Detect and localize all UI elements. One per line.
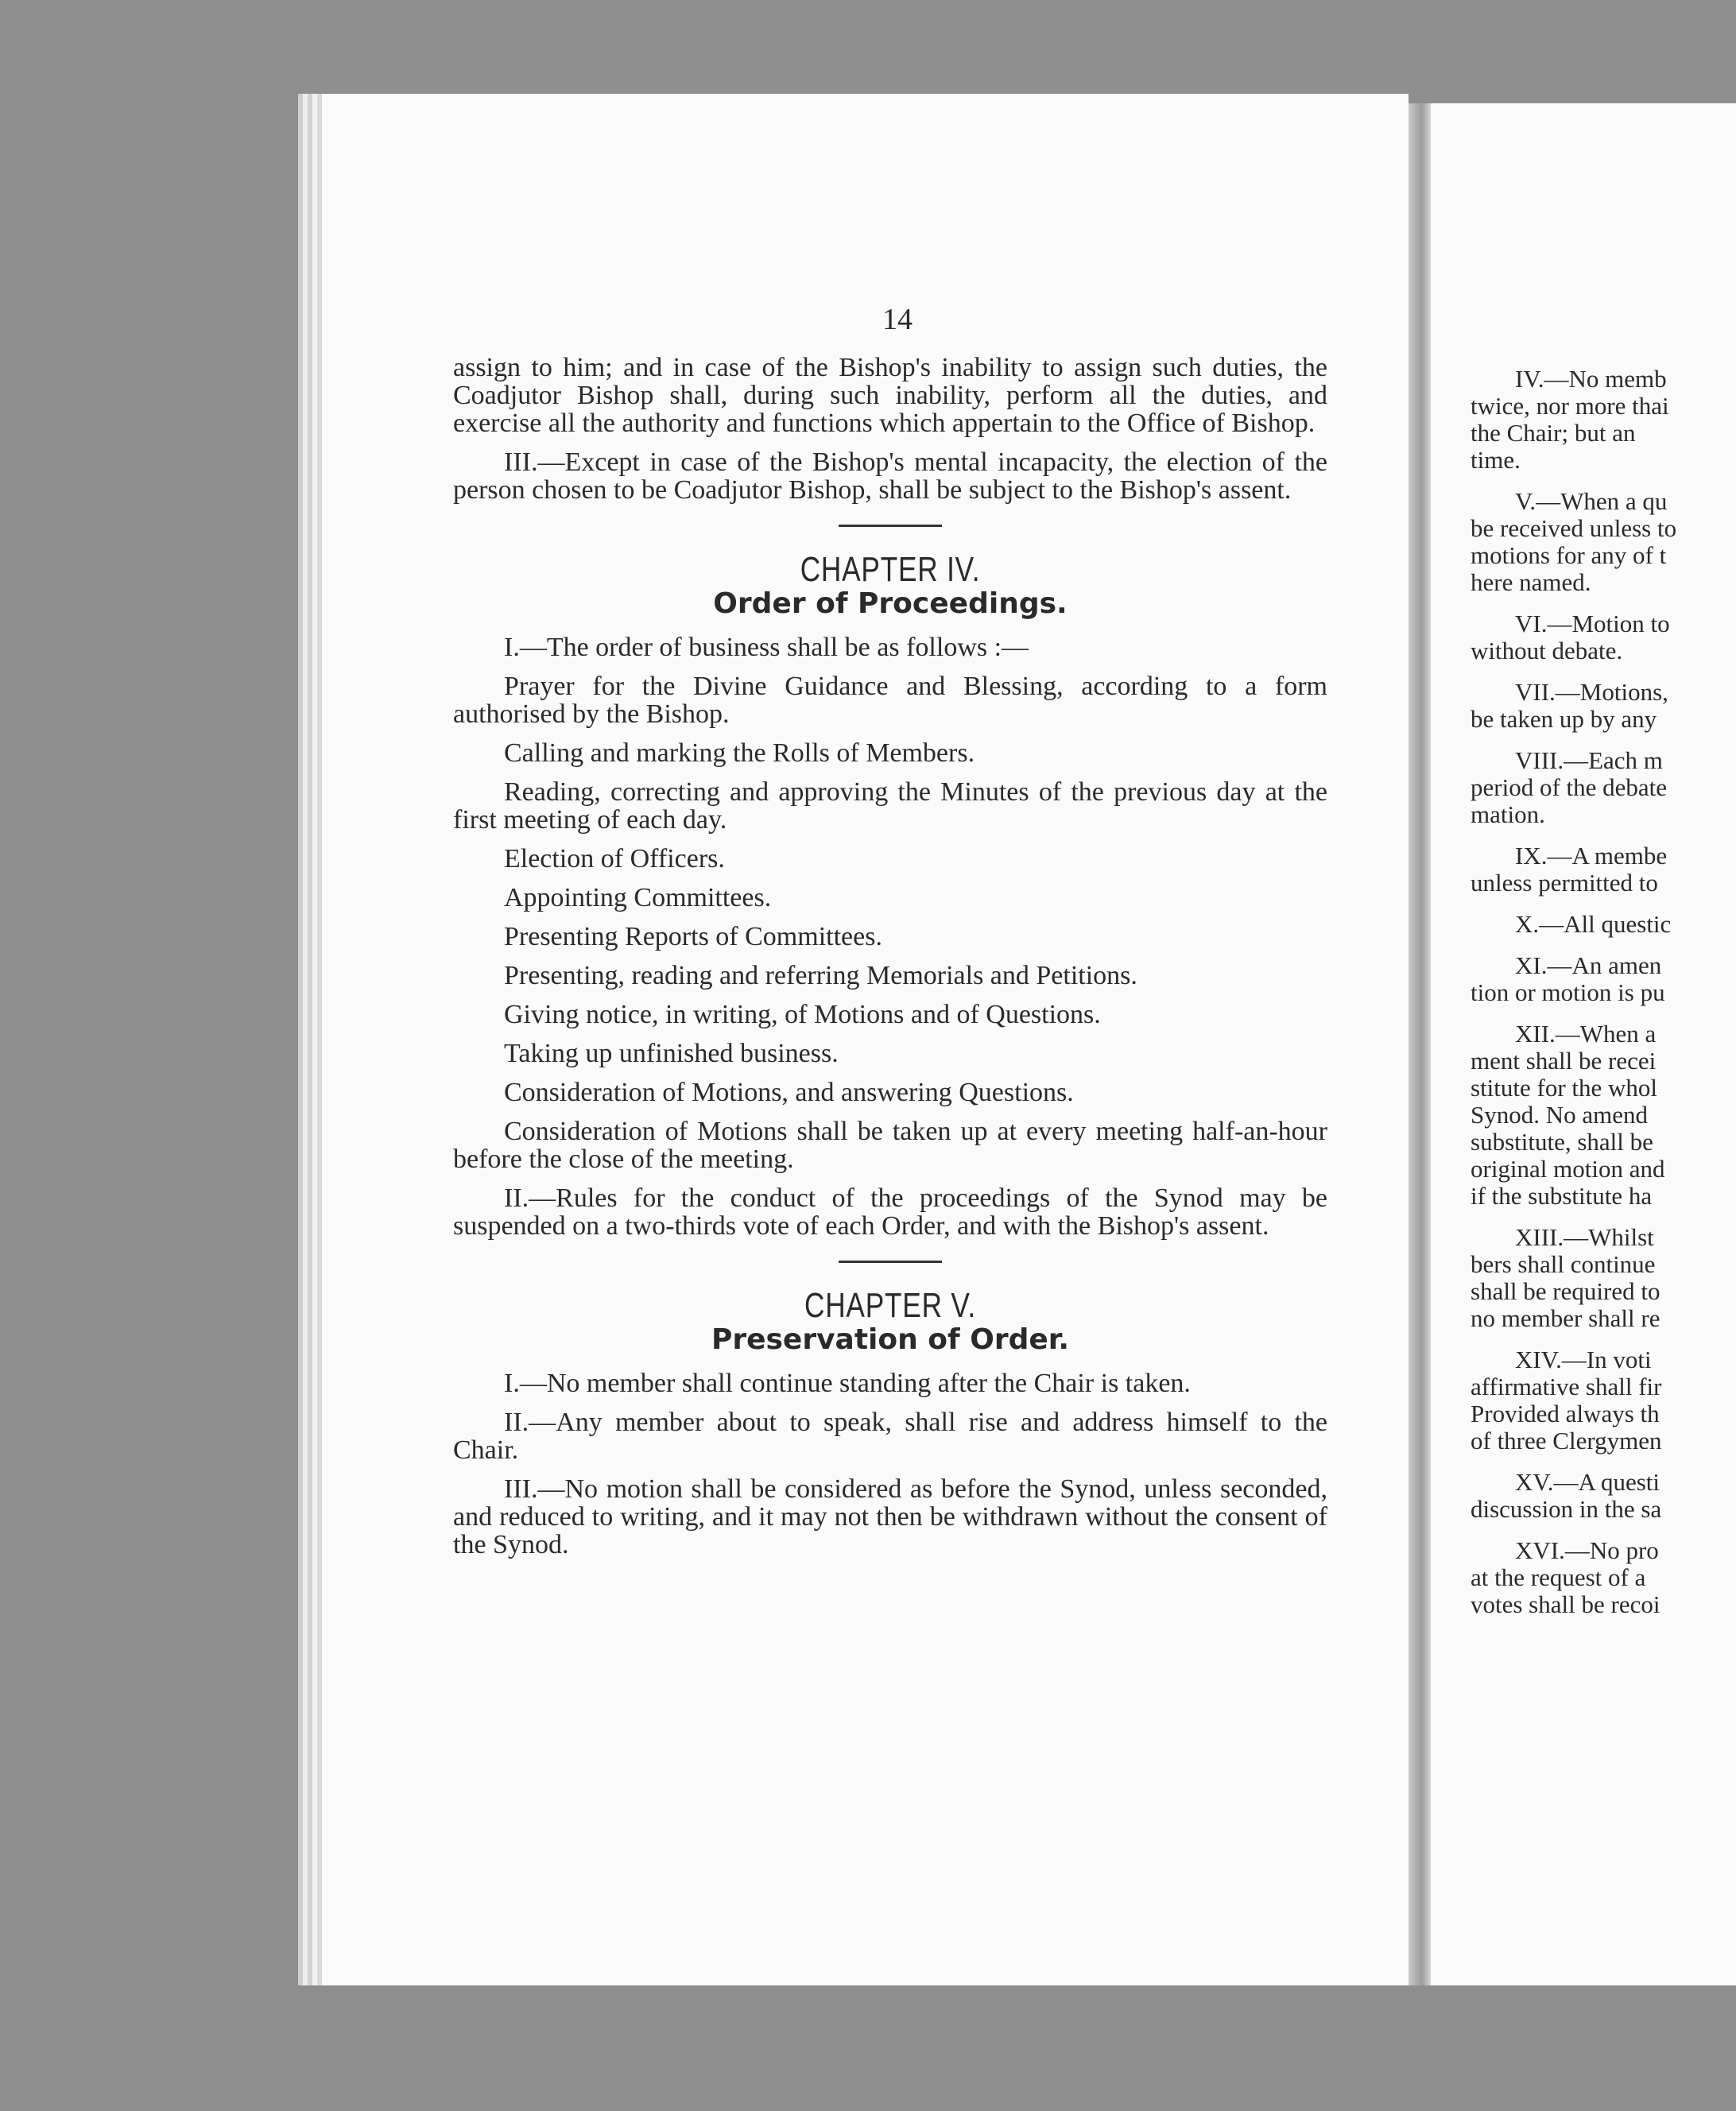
right-page-paragraph	[1471, 1346, 1736, 1454]
left-page-text	[453, 354, 1327, 1570]
right-page-line: twice, nor more thai	[1471, 392, 1669, 420]
right-page-line: without debate.	[1471, 637, 1623, 664]
right-page-line: if the substitute ha	[1471, 1182, 1653, 1210]
order-item: Giving notice, in writing, of Motions and of Questions.	[504, 1000, 1101, 1029]
right-page-line: affirmative shall fir	[1471, 1373, 1662, 1400]
paragraph-continued: assign to him; and in case of the Bishop's inability to assign such duties, the Coadjutor Bishop shall, during such inability, perform all the duties, and exercise all the authority and functions which appertain to the Office of Bishop.	[453, 353, 1327, 438]
right-page-paragraph	[1471, 1537, 1736, 1618]
right-page-line: be received unless to	[1471, 514, 1677, 542]
chapter-iv-title: CHAPTER IV.	[800, 550, 981, 589]
right-page-paragraph	[1471, 747, 1736, 828]
order-item: Election of Officers.	[504, 844, 725, 873]
right-page-paragraph	[1471, 488, 1736, 596]
right-page-line: unless permitted to	[1471, 869, 1658, 897]
right-page-paragraph	[1471, 366, 1736, 474]
right-page-line: the Chair; but an	[1471, 419, 1636, 447]
rule-ii-suspension: II.—Rules for the conduct of the proceedings of the Synod may be suspended on a two-thirds vote of each Order, and with the Bishop's assent.	[453, 1183, 1327, 1241]
right-page-paragraph	[1471, 842, 1736, 897]
right-page-line: XVI.—No pro	[1515, 1536, 1659, 1564]
right-page-line: motions for any of t	[1471, 541, 1667, 569]
right-page-paragraph	[1471, 952, 1736, 1006]
right-page-line: stitute for the whol	[1471, 1074, 1658, 1102]
order-rule: II.—Any member about to speak, shall rise and address himself to the Chair.	[453, 1408, 1327, 1465]
right-page-line: time.	[1471, 446, 1521, 474]
right-page-line: votes shall be recoi	[1471, 1590, 1660, 1618]
order-item: Appointing Committees.	[504, 883, 772, 912]
right-page-line: Synod. No amend	[1471, 1101, 1649, 1129]
right-page-text	[1471, 366, 1736, 1633]
right-page-line: XIII.—Whilst	[1515, 1223, 1654, 1251]
right-page-paragraph	[1471, 679, 1736, 733]
right-page-line: XII.—When a	[1515, 1020, 1657, 1048]
section-divider	[839, 525, 942, 527]
right-page-line: at the request of a	[1471, 1563, 1646, 1591]
right-page-paragraph	[1471, 1021, 1736, 1210]
order-rule: I.—No member shall continue standing after the Chair is taken.	[504, 1369, 1191, 1398]
right-page-line: VIII.—Each m	[1515, 746, 1663, 774]
right-page-paragraph	[1471, 610, 1736, 664]
right-page-line: V.—When a qu	[1515, 487, 1668, 515]
right-page-line: shall be required to	[1471, 1277, 1660, 1305]
chapter-v-subtitle: Preservation of Order.	[711, 1323, 1070, 1356]
right-page-line: IV.—No memb	[1515, 365, 1667, 393]
right-page-line: mation.	[1471, 800, 1545, 828]
right-page-line: no member shall re	[1471, 1304, 1660, 1332]
right-page-paragraph	[1471, 1469, 1736, 1523]
right-page-line: original motion and	[1471, 1155, 1665, 1183]
right-page-paragraph	[1471, 1224, 1736, 1332]
right-page-line: XI.—An amen	[1515, 951, 1662, 979]
order-item: Taking up unfinished business.	[504, 1039, 839, 1068]
right-page-line: substitute, shall be	[1471, 1128, 1653, 1156]
right-page-line: bers shall continue	[1471, 1250, 1656, 1278]
order-item: Prayer for the Divine Guidance and Blessing, according to a form authorised by the Bishop.	[453, 672, 1327, 729]
right-page-line: be taken up by any	[1471, 705, 1657, 733]
right-page-line: here named.	[1471, 568, 1591, 596]
order-item: Presenting Reports of Committees.	[504, 922, 882, 951]
right-page-line: XV.—A questi	[1515, 1468, 1660, 1496]
right-page-line: VI.—Motion to	[1515, 610, 1670, 637]
right-page-line: tion or motion is pu	[1471, 978, 1665, 1006]
right-page-line: IX.—A membe	[1515, 842, 1668, 870]
right-page-line: X.—All questic	[1515, 910, 1672, 938]
book-gutter	[1409, 103, 1431, 1985]
page-number: 14	[882, 303, 913, 336]
order-intro: I.—The order of business shall be as follows :—	[504, 633, 1029, 662]
right-page-line: ment shall be recei	[1471, 1047, 1657, 1075]
order-rule: III.—No motion shall be considered as before the Synod, unless seconded, and reduced to writing, and it may not then be withdrawn without the consent of the Synod.	[453, 1474, 1327, 1559]
right-page-line: discussion in the sa	[1471, 1495, 1662, 1523]
order-item: Reading, correcting and approving the Minutes of the previous day at the first meeting of each day.	[453, 777, 1327, 835]
right-page-line: of three Clergymen	[1471, 1427, 1662, 1454]
right-page-line: XIV.—In voti	[1515, 1346, 1652, 1373]
right-page-line: VII.—Motions,	[1515, 678, 1668, 706]
order-item: Presenting, reading and referring Memorials and Petitions.	[504, 961, 1137, 990]
order-item: Consideration of Motions, and answering Questions.	[504, 1078, 1074, 1107]
section-divider	[839, 1261, 942, 1263]
right-page-paragraph	[1471, 911, 1736, 938]
right-page-line: period of the debate	[1471, 773, 1668, 801]
chapter-iv-subtitle: Order of Proceedings.	[713, 587, 1068, 620]
chapter-v-title: CHAPTER V.	[804, 1286, 976, 1325]
order-item: Calling and marking the Rolls of Members.	[504, 738, 975, 768]
order-item: Consideration of Motions shall be taken up at every meeting half-an-hour before the close of the meeting.	[453, 1117, 1327, 1174]
right-page-line: Provided always th	[1471, 1400, 1660, 1427]
paragraph-iii: III.—Except in case of the Bishop's mental incapacity, the election of the person chosen to be Coadjutor Bishop, shall be subject to the Bishop's assent.	[453, 447, 1327, 505]
